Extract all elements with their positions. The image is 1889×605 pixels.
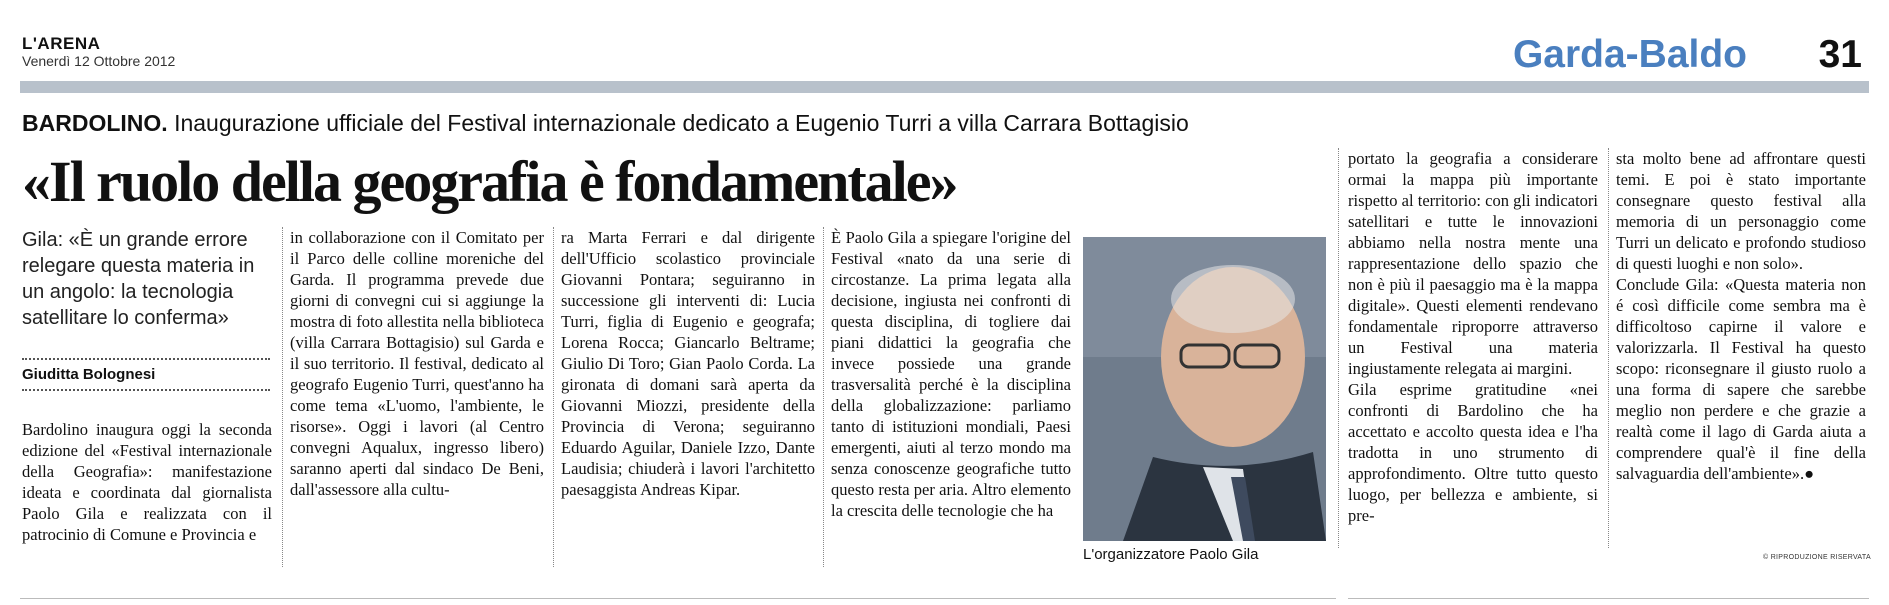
portrait-illustration bbox=[1083, 237, 1326, 541]
page-number: 31 bbox=[1818, 33, 1862, 76]
article-kicker bbox=[22, 110, 1189, 137]
section-name: Garda-Baldo bbox=[1512, 33, 1747, 76]
column-rule bbox=[553, 227, 554, 567]
issue-date: Venerdì 12 Ottobre 2012 bbox=[22, 53, 176, 69]
column-rule bbox=[1608, 148, 1609, 548]
copyright-notice: © RIPRODUZIONE RISERVATA bbox=[1763, 554, 1871, 561]
article-byline: Giuditta Bolognesi bbox=[22, 366, 156, 383]
column-rule bbox=[823, 227, 824, 567]
header-bar bbox=[20, 81, 1869, 93]
article-column-4: È Paolo Gila a spiegare l'origine del Festival «nato da una serie di circostanze. La prima legata alla decisione, ingiusta nei confronti di questa disciplina, di togliere dai piani didattici la geografia che invece possiede una grande trasversalità perché è la disciplina della globalizzazione: parliamo tanto di istituzioni mondiali, Paesi emergenti, aiuti al terzo mondo ma senza conoscenze geografiche tutto questo resta per aria. Altro elemento la crescita delle tecnologie che ha bbox=[831, 228, 1071, 520]
bottom-rule bbox=[20, 598, 1336, 599]
newspaper-name: L'ARENA bbox=[22, 34, 101, 53]
kicker-text: Inaugurazione ufficiale del Festival internazionale dedicato a Eugenio Turri a villa Carrara Bottagisio bbox=[174, 110, 1189, 136]
column-rule bbox=[1338, 148, 1339, 548]
article-headline: «Il ruolo della geografia è fondamentale» bbox=[22, 149, 957, 214]
article-column-6: sta molto bene ad affrontare questi temi. E poi è stato importante consegnare questo festival alla memoria di un personaggio come Turri un delicato e profondo studioso di questi luoghi e non solo». Conclude Gila: «Questa materia non é così difficile come sembra ma è difficoltoso capirne il valore e valorizzarla. Il Festival ha questo scopo: riconsegnare il giusto ruolo a una forma di sapere che sarebbe meglio non perdere e che grazie a realtà come il lago di Garda aiuta a comprendere qual'è il fine della salvaguardia dell'ambiente».● bbox=[1616, 149, 1866, 483]
column-rule bbox=[282, 227, 283, 567]
byline-divider-top bbox=[22, 358, 270, 360]
byline-divider-bottom bbox=[22, 389, 270, 391]
article-column-2: in collaborazione con il Comitato per il Parco delle colline moreniche del Garda. Il programma prevede due giorni di convegni cui si aggiunge la mostra di foto allestita nella biblioteca (villa Carrara Bottagisio) sul Garda e il suo territorio. Il festival, dedicato al geografo Eugenio Turri, quest'anno ha come tema «L'uomo, l'ambiente, le risorse». Oggi i lavori (al Centro convegni Aqualux, ingresso libero) saranno aperti dal sindaco De Beni, dall'assessore alla cultu- bbox=[290, 228, 544, 499]
photo-caption: L'organizzatore Paolo Gila bbox=[1083, 546, 1259, 563]
kicker-place: BARDOLINO. bbox=[22, 110, 168, 136]
portrait-photo bbox=[1083, 237, 1326, 541]
article-column-5: portato la geografia a considerare ormai la mappa più importante rispetto al territorio: con gli indicatori satellitari e tutte le innovazioni abbiamo nella nostra mente una rappresentazione dello spazio che non è più il paesaggio ma è la mappa digitale». Questi elementi rendevano fondamentale riproporre attraverso un Festival una materia ingiustamente relegata ai margini. Gila esprime gratitudine «nei confronti di Bardolino che ha accettato e accolto questa idea e l'ha tradotta in uno strumento di approfondimento. Oltre tutto questo luogo, per bellezza e ambiente, si pre- bbox=[1348, 149, 1598, 525]
article-column-3: ra Marta Ferrari e dal dirigente dell'Ufficio scolastico provinciale Giovanni Pontara; seguiranno in successione gli interventi di: Lucia Turri, figlia di Eugenio e geografa; Lorena Rocca; Giancarlo Beltrame; Giulio Di Toro; Gian Paolo Corda. La gironata di domani sarà aperta da Giovanni Miozzi, presidente della Provincia di Verona; seguiranno Eduardo Aguilar, Daniele Izzo, Dante Laudisia; chiuderà i lavori l'architetto paesaggista Andreas Kipar. bbox=[561, 228, 815, 499]
bottom-rule bbox=[1348, 598, 1869, 599]
article-subhead: Gila: «È un grande errore relegare questa materia in un angolo: la tecnologia satellitare lo conferma» bbox=[22, 229, 255, 329]
article-column-1: Bardolino inaugura oggi la seconda edizione del «Festival internazionale della Geografia»: manifestazione ideata e coordinata dal giornalista Paolo Gila e realizzata con il patrocinio di Comune e Provincia e bbox=[22, 420, 272, 544]
